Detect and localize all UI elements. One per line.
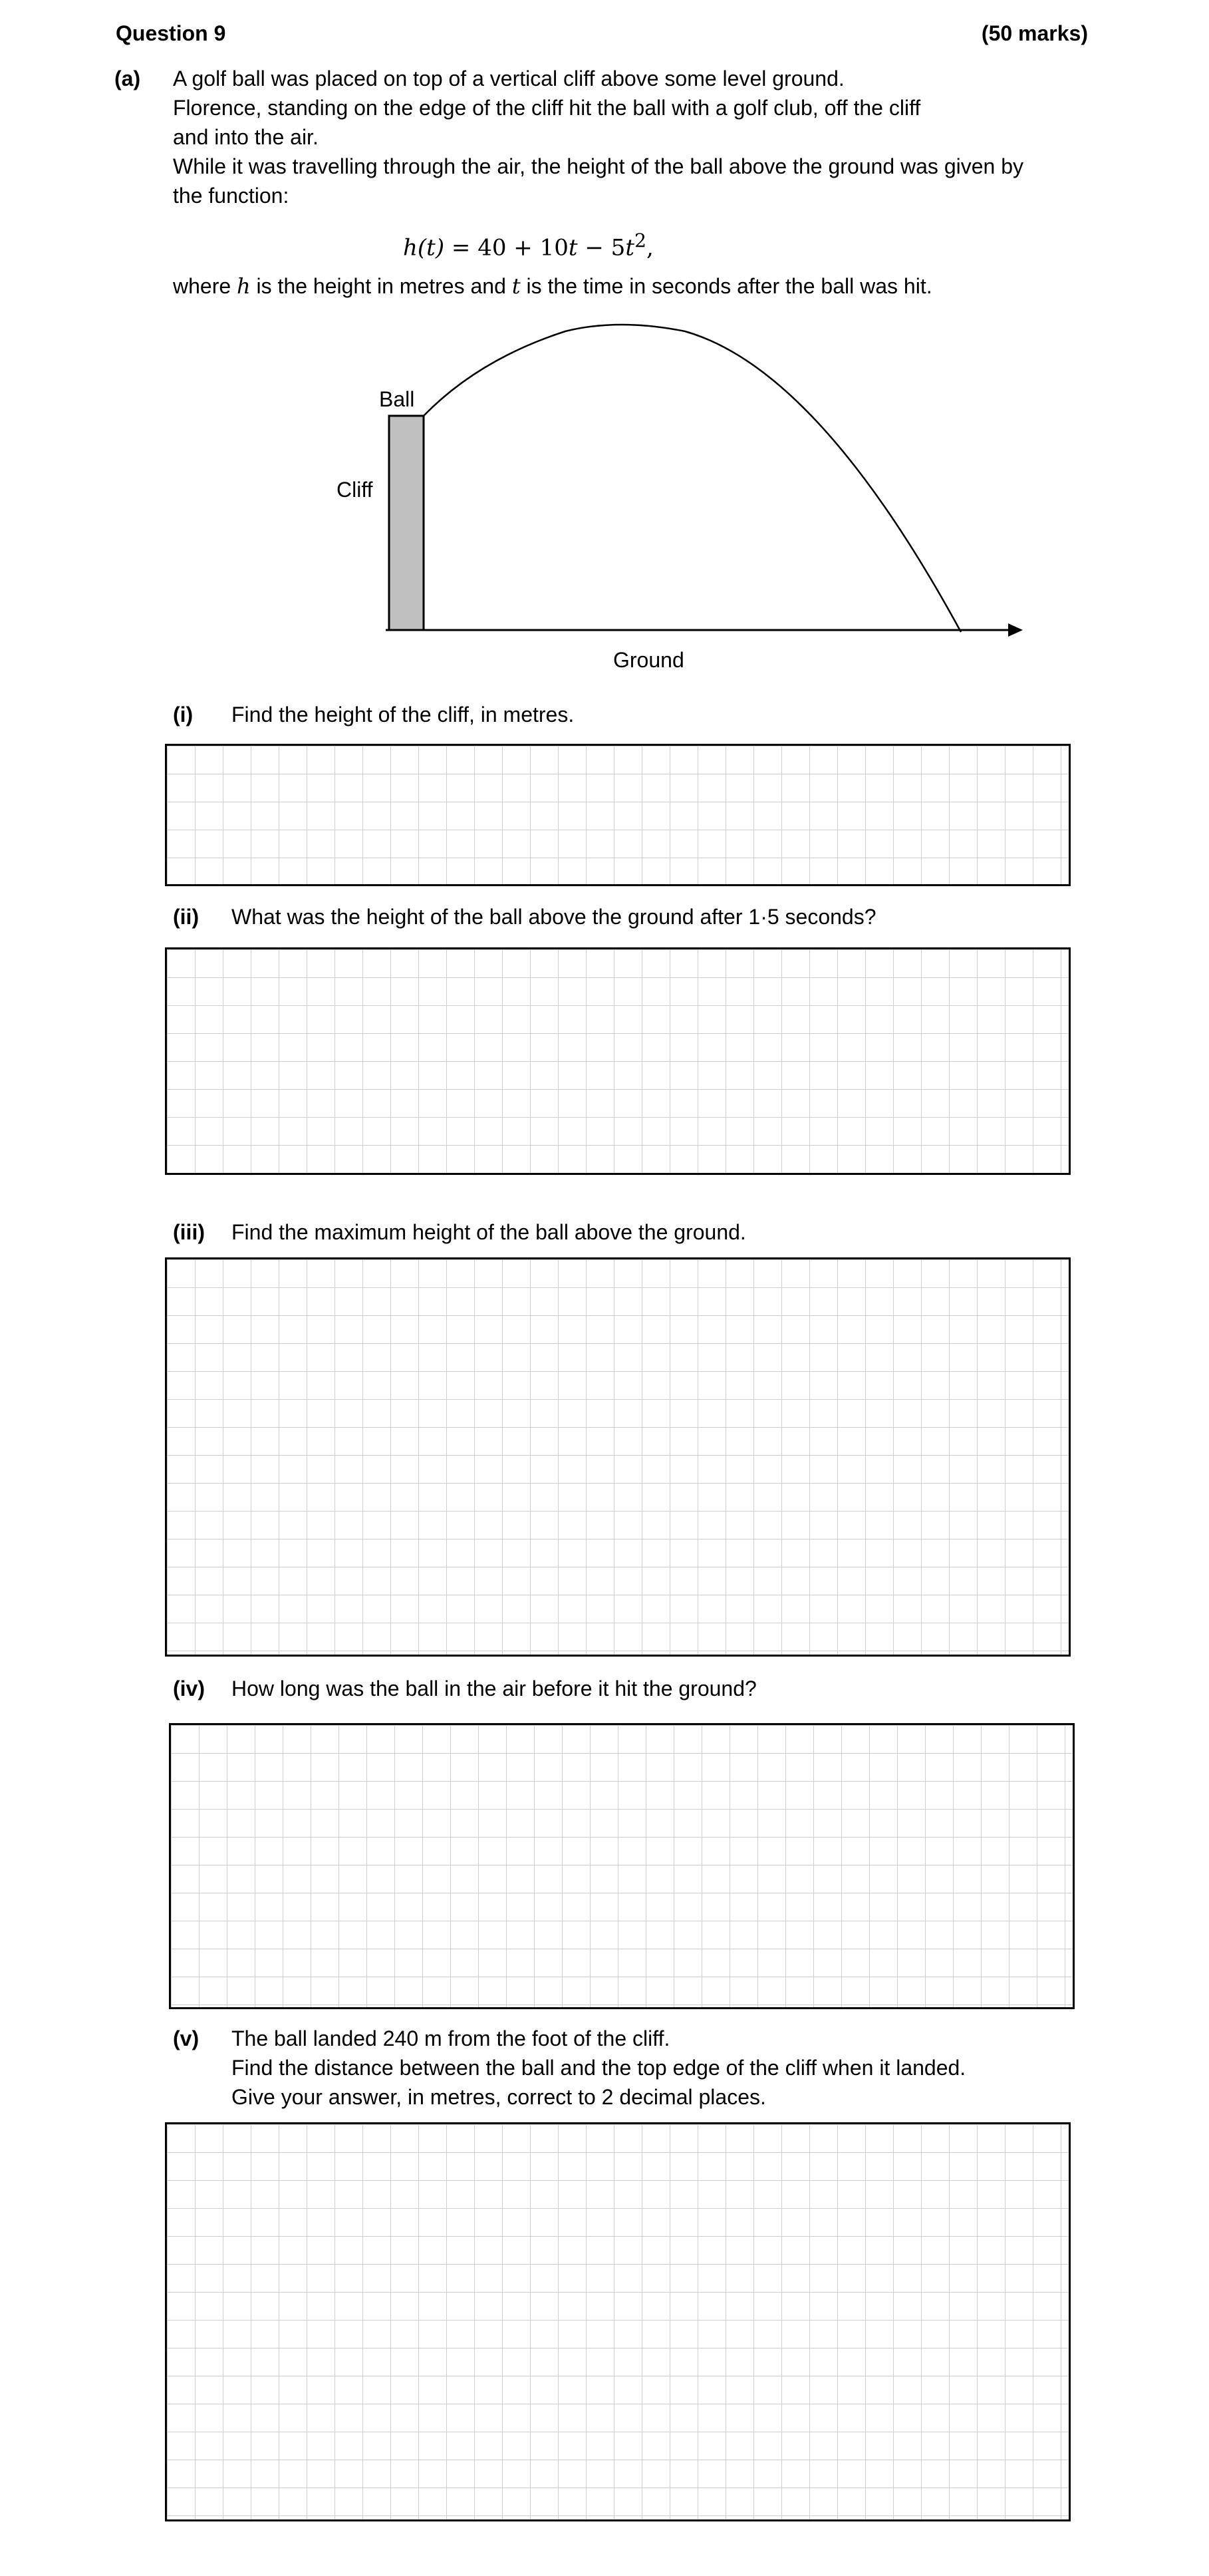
question-line: The ball landed 240 m from the foot of the cliff.: [231, 2026, 670, 2050]
cliff-label: Cliff: [336, 478, 373, 502]
question-line: How long was the ball in the air before it hit the ground?: [231, 1677, 757, 1700]
subpart-v-question: [231, 2024, 1096, 2112]
question-line: Give your answer, in metres, correct to 2 decimal places.: [231, 2085, 766, 2109]
question-marks: (50 marks): [981, 21, 1088, 45]
formula-constant: 40: [477, 234, 507, 261]
question-title: Question 9: [116, 21, 226, 45]
ground-label: Ground: [613, 648, 684, 672]
ball-trajectory-curve: [424, 325, 961, 632]
question-line: What was the height of the ball above the ground after 1·5 seconds?: [231, 905, 876, 929]
subpart-iv-question: [231, 1674, 1096, 1703]
answer-box-i[interactable]: [165, 744, 1071, 886]
where-text: is the time in seconds after the ball was hit.: [520, 274, 932, 298]
ball-label: Ball: [379, 387, 415, 411]
intro-line: Florence, standing on the edge of the cliff hit the ball with a golf club, off the cliff: [173, 96, 921, 120]
answer-box-iv[interactable]: [169, 1723, 1075, 2009]
trajectory-diagram: [313, 313, 1044, 685]
where-text: where: [173, 274, 237, 298]
formula-equals: =: [451, 234, 471, 261]
formula-coef: 10: [539, 234, 569, 261]
answer-box-ii[interactable]: [165, 947, 1071, 1175]
ground-arrowhead: [1008, 623, 1023, 637]
intro-line: and into the air.: [173, 125, 319, 149]
question-line: Find the distance between the ball and the top edge of the cliff when it landed.: [231, 2056, 966, 2080]
formula-exponent: 2: [634, 230, 647, 251]
trajectory-svg: [313, 313, 1044, 685]
formula-var-t: t: [568, 234, 578, 261]
answer-box-iii[interactable]: [165, 1257, 1071, 1657]
subpart-iii-question: [231, 1217, 1096, 1247]
subpart-ii-label: (ii): [173, 905, 200, 929]
formula-comma: ,: [646, 234, 654, 261]
formula-coef2: 5: [610, 234, 626, 261]
intro-line: While it was travelling through the air, the height of the ball above the ground was given by: [173, 154, 1023, 178]
answer-box-v[interactable]: [165, 2122, 1071, 2521]
part-a-intro: [173, 64, 1091, 210]
question-header: [116, 19, 1088, 48]
formula-plus: +: [513, 234, 533, 261]
part-a-label: (a): [114, 67, 141, 90]
subpart-i-label: (i): [173, 703, 194, 726]
subpart-ii-question: [231, 902, 1096, 931]
cliff-rect: [389, 416, 424, 630]
subpart-v-label: (v): [173, 2026, 200, 2050]
where-var-h: h: [237, 273, 251, 299]
where-var-t: t: [511, 273, 521, 299]
subpart-iii-label: (iii): [173, 1220, 205, 1244]
intro-line: the function:: [173, 184, 289, 208]
formula-minus: −: [585, 234, 604, 261]
question-line: Find the maximum height of the ball above the ground.: [231, 1220, 746, 1244]
formula-lhs: h(t): [403, 234, 445, 261]
subpart-i-question: [231, 700, 1096, 729]
subpart-iv-label: (iv): [173, 1677, 205, 1700]
formula-var-t2: t: [625, 234, 634, 261]
where-text: is the height in metres and: [250, 274, 512, 298]
height-formula: [403, 226, 654, 262]
question-line: Find the height of the cliff, in metres.: [231, 703, 575, 726]
variable-definitions: [173, 271, 1091, 301]
intro-line: A golf ball was placed on top of a vertical cliff above some level ground.: [173, 67, 845, 90]
